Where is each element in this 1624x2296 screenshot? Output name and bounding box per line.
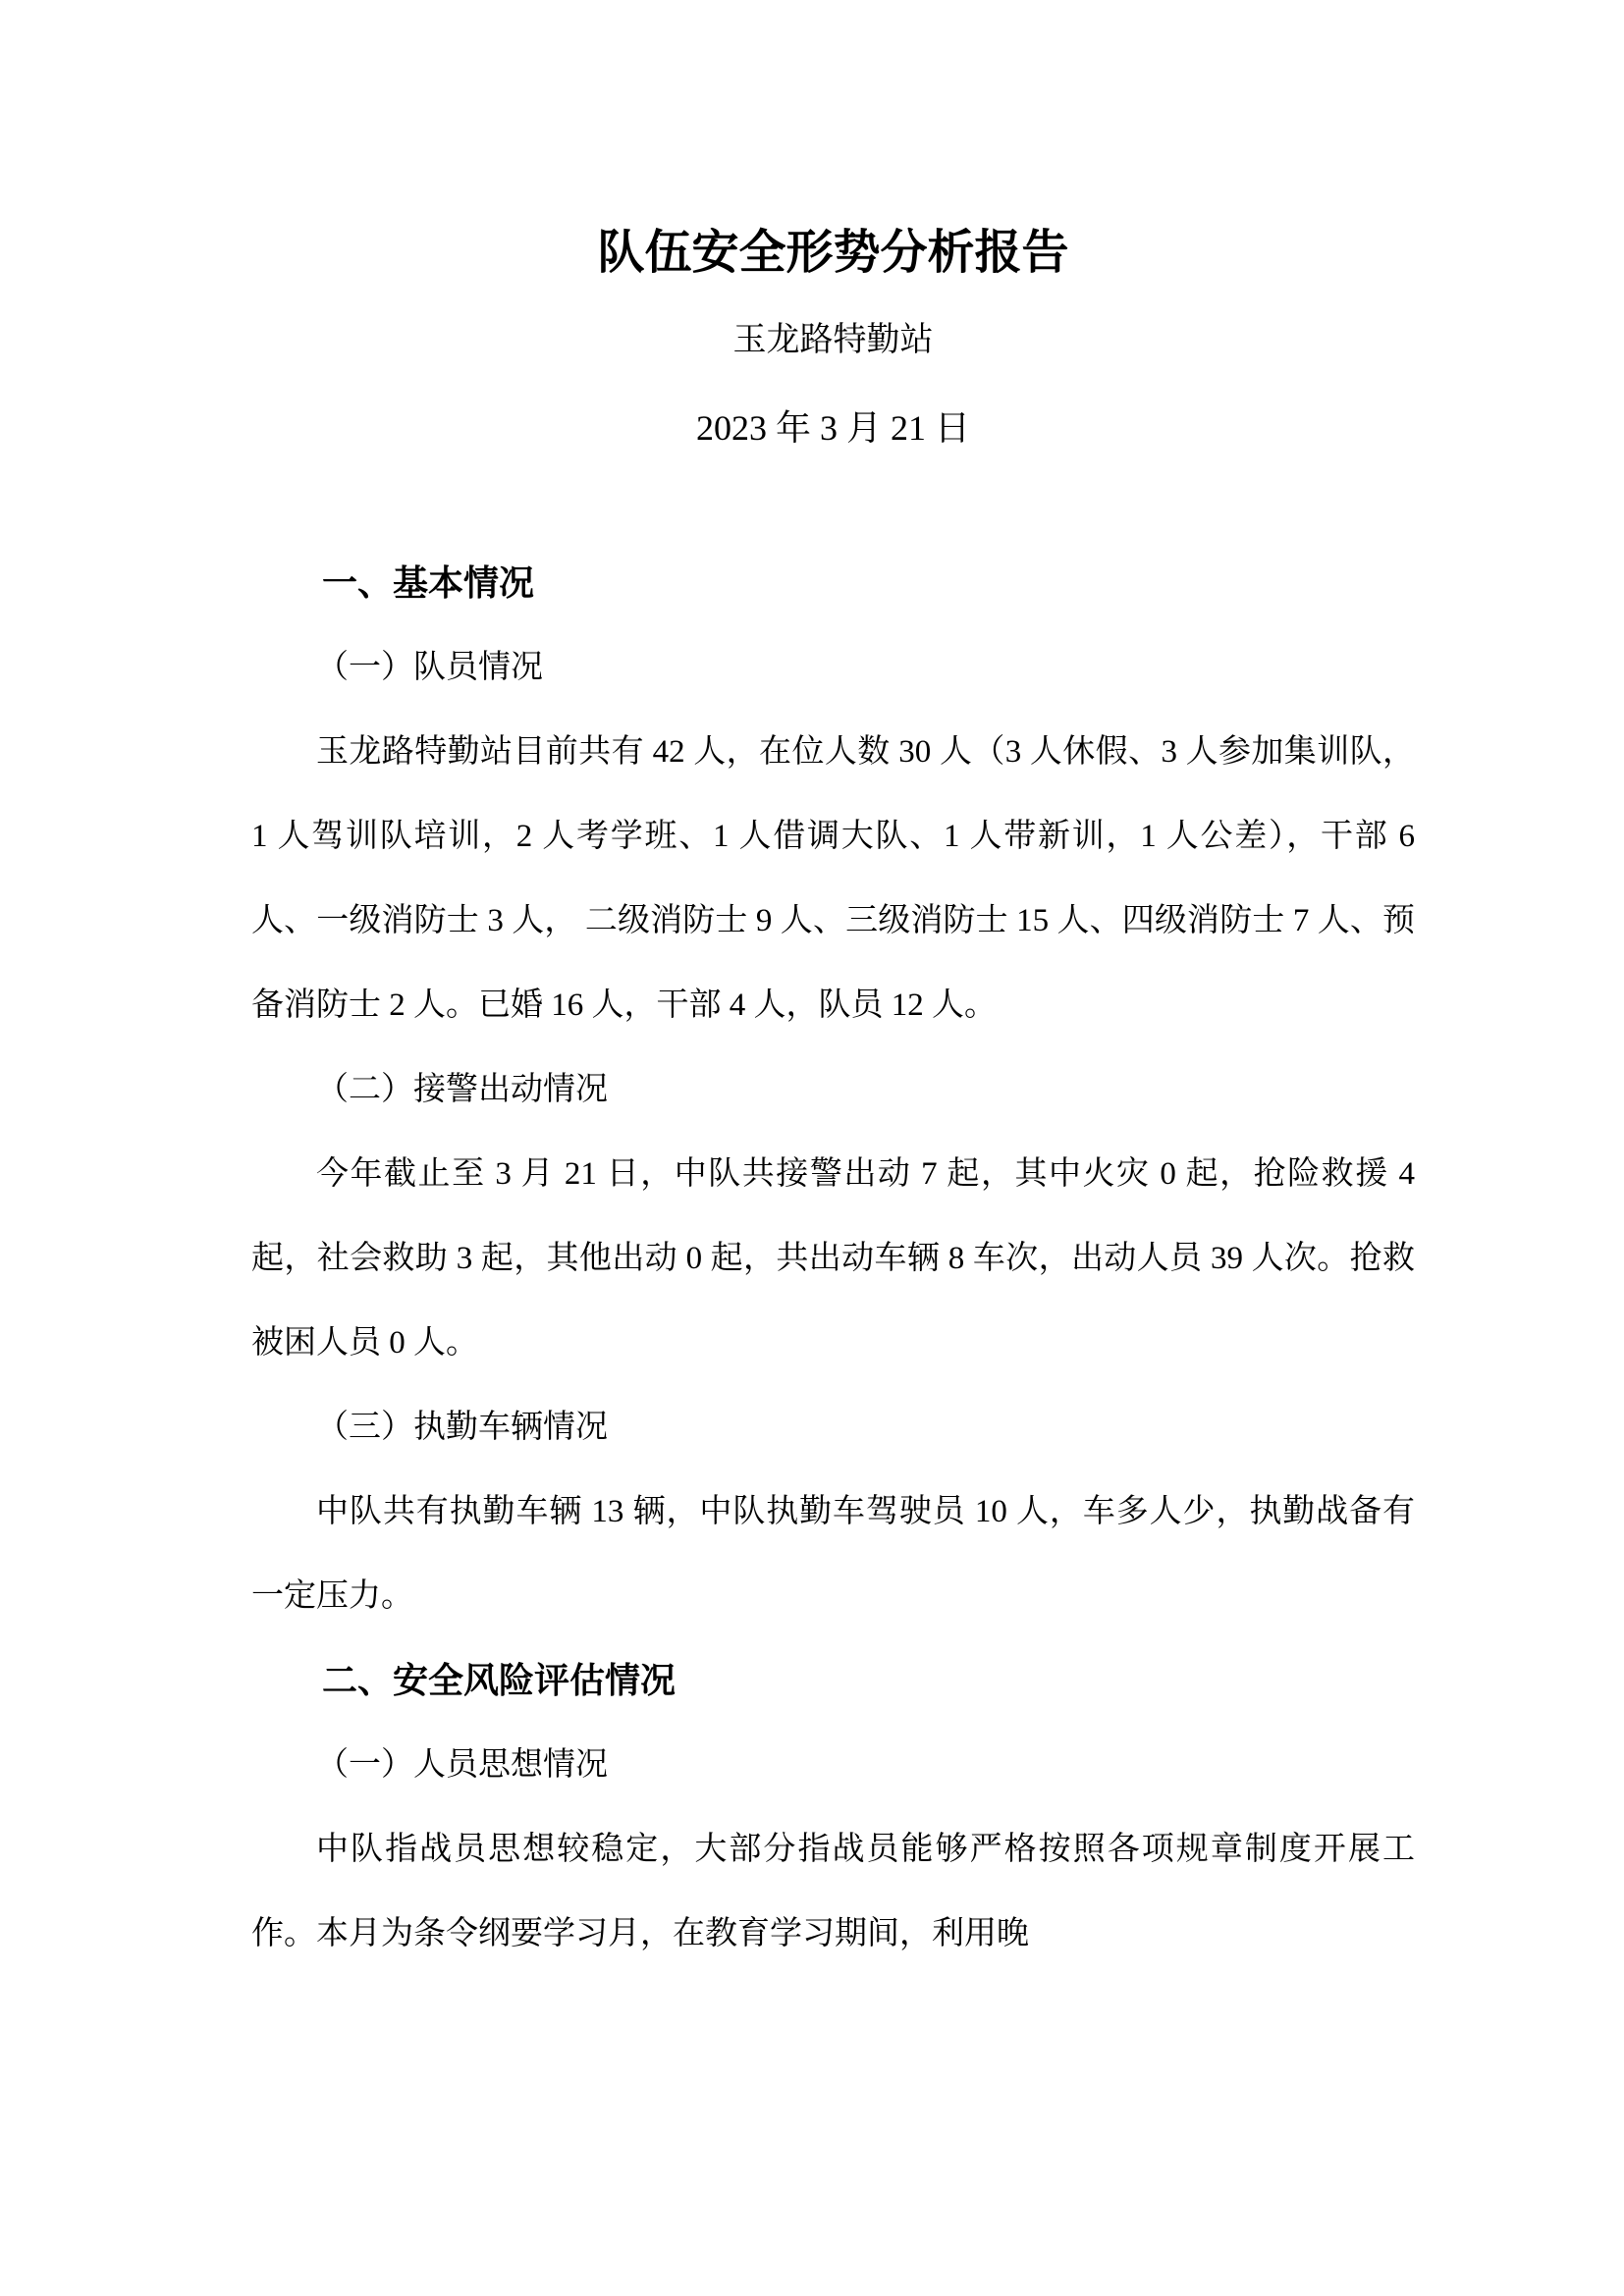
title-body-spacer bbox=[251, 470, 1415, 541]
paragraph-personnel-mindset-details: 中队指战员思想较稳定，大部分指战员能够严格按照各项规章制度开展工作。本月为条令纲要学习月，在教育学习期间，利用晚 bbox=[251, 1832, 1415, 1951]
subsection-heading-duty-vehicles: （三）执勤车辆情况 bbox=[316, 1410, 608, 1445]
section-heading-risk-assessment: 二、安全风险评估情况 bbox=[322, 1661, 677, 1700]
document-body bbox=[251, 541, 1415, 1976]
section-heading-basic-situation: 一、基本情况 bbox=[322, 563, 535, 603]
subsection-heading-personnel: （一）队员情况 bbox=[316, 650, 543, 685]
document-subtitle: 玉龙路特勤站 bbox=[732, 322, 934, 358]
subsection-heading-personnel-mindset: （一）人员思想情况 bbox=[316, 1747, 608, 1783]
document-date: 2023 年 3 月 21 日 bbox=[695, 408, 970, 448]
paragraph-dispatch-details: 今年截止至 3 月 21 日，中队共接警出动 7 起，其中火灾 0 起，抢险救援 4 起，社会救助 3 起，其他出动 0 起，共出动车辆 8 车次，出动人员 39 人次。抢救被困人员 0 人。 bbox=[251, 1156, 1415, 1361]
paragraph-duty-vehicles-details: 中队共有执勤车辆 13 辆，中队执勤车驾驶员 10 人，车多人少，执勤战备有一定压力。 bbox=[251, 1494, 1415, 1614]
document-title: 队伍安全形势分析报告 bbox=[597, 227, 1069, 279]
subsection-heading-dispatch: （二）接警出动情况 bbox=[316, 1072, 608, 1107]
paragraph-personnel-details: 玉龙路特勤站目前共有 42 人，在位人数 30 人（3 人休假、3 人参加集训队，1 人驾训队培训，2 人考学班、1 人借调大队、1 人带新训，1 人公差），干部 6 人、一级消防士 3 人， 二级消防士 9 人、三级消防士 15 人、四级消防士 7 人、预备消防士 2 人。已婚 16 人，干部 4 人，队员 12 人。 bbox=[251, 734, 1415, 1023]
